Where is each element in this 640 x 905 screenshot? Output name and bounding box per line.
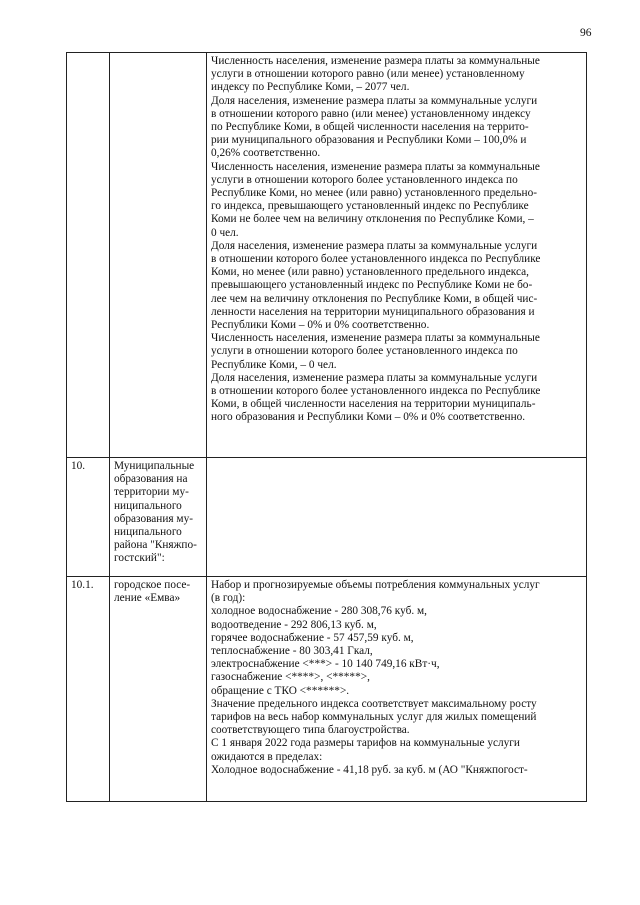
text-line: С 1 января 2022 года размеры тарифов на коммунальные услуги [211, 737, 520, 750]
text-line: гостский": [114, 552, 165, 565]
text-line: Холодное водоснабжение - 41,18 руб. за куб. м (АО "Княжпогост- [211, 763, 528, 776]
row-name-cell [110, 577, 207, 802]
text-line: Республике Коми, – 0 чел. [211, 358, 337, 371]
text-line: Коми, но менее (или равно) установленного предельного индекса, [211, 266, 529, 279]
text-line: превышающего установленный индекс по Республике Коми не бо- [211, 279, 533, 292]
text-line: Республике Коми, но менее (или равно) установленного предельно- [211, 187, 538, 200]
text-line: Коми, в общей численности населения на территории муниципаль- [211, 398, 536, 411]
table-row [67, 577, 587, 802]
text-line: ниципального [114, 526, 182, 539]
text-line: (в год): [211, 592, 246, 605]
text-line: теплоснабжение - 80 303,41 Гкал, [211, 645, 373, 658]
text-line: индексу по Республике Коми, – 2077 чел. [211, 81, 410, 94]
text-line: района "Княжпо- [114, 539, 197, 552]
text-line: Доля населения, изменение размера платы за коммунальные услуги [211, 239, 538, 252]
text-line: городское посе- [114, 579, 191, 591]
text-line: Численность населения, изменение размера платы за коммунальные [211, 55, 540, 67]
text-line: 0 чел. [211, 226, 239, 239]
text-line: территории му- [114, 486, 189, 499]
text-line: образования на [114, 473, 188, 486]
document-table [66, 52, 587, 802]
text-line: услуги в отношении которого равно (или менее) установленному [211, 68, 525, 81]
text-line: Численность населения, изменение размера платы за коммунальные [211, 332, 540, 345]
text-line: Коми не более чем на величину отклонения по Республике Коми, – [211, 213, 534, 226]
row-content-cell [207, 458, 587, 577]
text-line: Значение предельного индекса соответствует максимальному росту [211, 697, 537, 710]
text-line: водоотведение - 292 806,13 куб. м, [211, 618, 377, 631]
text-line: по Республике Коми, в общей численности населения на террито- [211, 121, 529, 134]
text-line: Численность населения, изменение размера платы за коммунальные [211, 160, 540, 173]
text-line: в отношении которого более установленного индекса по Республике [211, 253, 541, 266]
text-line: в отношении которого равно (или менее) установленному индексу [211, 107, 531, 120]
row-name-cell [110, 53, 207, 458]
text-line: в отношении которого более установленного индекса по Республике [211, 385, 541, 398]
text-line: тарифов на весь набор коммунальных услуг для жилых помещений [211, 711, 537, 724]
text-line: го индекса, превышающего установленный индекс по Республике [211, 200, 529, 213]
text-line: Муниципальные [114, 460, 195, 472]
text-line: обращение с ТКО <******>. [211, 684, 350, 697]
text-line: 0,26% соответственно. [211, 147, 321, 160]
text-line: услуги в отношении которого более установленного индекса по [211, 345, 518, 358]
text-line: горячее водоснабжение - 57 457,59 куб. м, [211, 631, 414, 644]
text-line: газоснабжение <****>, <*****>, [211, 671, 370, 684]
text-line: ленности населения на территории муниципального образования и [211, 305, 535, 318]
text-line: электроснабжение <***> - 10 140 749,16 кВт·ч, [211, 658, 440, 671]
text-line: ного образования и Республики Коми – 0% и 0% соответственно. [211, 411, 526, 424]
table-row [67, 53, 587, 458]
text-line: рии муниципального образования и Республики Коми – 100,0% и [211, 134, 527, 147]
text-line: Республики Коми – 0% и 0% соответственно. [211, 319, 430, 332]
text-line: услуги в отношении которого более установленного индекса по [211, 173, 518, 186]
text-line: ниципального [114, 499, 182, 512]
text-line: холодное водоснабжение - 280 308,76 куб. м, [211, 605, 427, 618]
text-line: соответствующего типа благоустройства. [211, 724, 410, 737]
text-line: ление «Емва» [114, 592, 181, 605]
page-number: 96 [580, 27, 592, 39]
row-number-cell: 10.1. [67, 577, 110, 802]
row-number-cell: 10. [67, 458, 110, 577]
row-content-cell [207, 577, 587, 802]
text-line: Доля населения, изменение размера платы за коммунальные услуги [211, 94, 538, 107]
text-line: Набор и прогнозируемые объемы потребления коммунальных услуг [211, 579, 540, 591]
row-content-cell [207, 53, 587, 458]
text-line: Доля населения, изменение размера платы за коммунальные услуги [211, 371, 538, 384]
row-number-cell [67, 53, 110, 458]
table-row [67, 458, 587, 577]
text-line: образования му- [114, 512, 193, 525]
text-line: лее чем на величину отклонения по Республике Коми, в общей чис- [211, 292, 538, 305]
row-name-cell [110, 458, 207, 577]
text-line: ожидаются в пределах: [211, 750, 323, 763]
